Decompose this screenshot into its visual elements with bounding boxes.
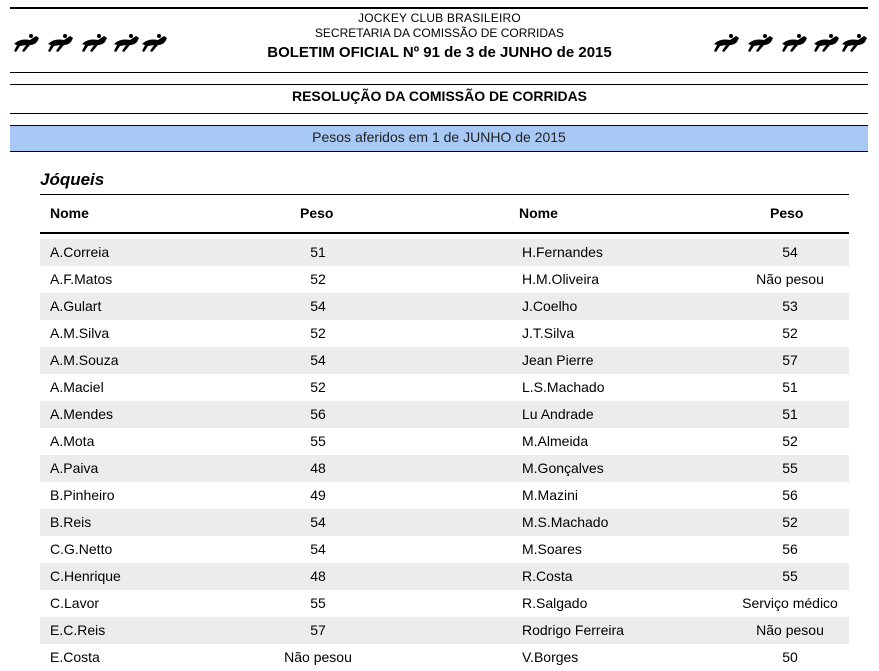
jockey-weight: 54: [310, 541, 326, 557]
jockey-weight: 48: [310, 460, 326, 476]
jockey-weight: 54: [310, 352, 326, 368]
table-header-rule: [40, 232, 849, 234]
jockey-name: M.Gonçalves: [522, 460, 604, 476]
jockey-weight: 51: [782, 379, 798, 395]
jockey-weight: 51: [310, 244, 326, 260]
jockey-weight: 52: [782, 433, 798, 449]
section-title: RESOLUÇÃO DA COMISSÃO DE CORRIDAS: [291, 88, 588, 104]
jockey-name: R.Costa: [522, 568, 573, 584]
weights-table: [40, 239, 849, 671]
table-row: [40, 509, 849, 536]
jockey-weight: 55: [782, 568, 798, 584]
section-bottom-rule: [10, 113, 868, 114]
jockey-name: Jean Pierre: [522, 352, 594, 368]
jockey-weight: 52: [310, 271, 326, 287]
jockey-name: C.Henrique: [50, 568, 121, 584]
col-header-name-1: Nome: [50, 205, 89, 221]
jockey-name: A.F.Matos: [50, 271, 113, 287]
col-header-name-2: Nome: [519, 205, 558, 221]
jockey-name: M.Mazini: [522, 487, 579, 503]
weigh-date-banner: Pesos aferidos em 1 de JUNHO de 2015: [10, 125, 868, 152]
table-row: [40, 428, 849, 455]
table-row: [40, 239, 849, 266]
jockey-weight: 54: [310, 298, 326, 314]
jockey-name: M.Almeida: [522, 433, 589, 449]
jockey-weight: 52: [782, 514, 798, 530]
table-row: [40, 266, 849, 293]
jockey-weight: 56: [782, 487, 798, 503]
jockey-name: R.Salgado: [522, 595, 588, 611]
jockey-weight: 52: [310, 379, 326, 395]
jockey-weight: Serviço médico: [742, 595, 838, 611]
table-row: [40, 536, 849, 563]
jockey-name: Rodrigo Ferreira: [522, 622, 624, 638]
jockey-weight: 56: [782, 541, 798, 557]
header-bottom-rule: [10, 72, 868, 73]
jockey-name: E.Costa: [50, 649, 100, 665]
jockey-name: Lu Andrade: [522, 406, 594, 422]
jockey-weight: Não pesou: [284, 649, 352, 665]
jockey-name: A.Correia: [50, 244, 110, 260]
jockey-weight: 49: [310, 487, 326, 503]
jockey-name: B.Pinheiro: [50, 487, 115, 503]
jockey-weight: 48: [310, 568, 326, 584]
jockey-name: E.C.Reis: [50, 622, 106, 638]
jockey-weight: 52: [782, 325, 798, 341]
table-row: [40, 455, 849, 482]
racing-horses-icon: [710, 30, 870, 56]
table-row: [40, 320, 849, 347]
jockey-weight: 56: [310, 406, 326, 422]
jockey-name: A.M.Souza: [50, 352, 119, 368]
jockey-weight: Não pesou: [756, 271, 824, 287]
jockey-name: A.Paiva: [50, 460, 99, 476]
table-row: [40, 374, 849, 401]
jockey-name: V.Borges: [522, 649, 579, 665]
jockey-name: H.M.Oliveira: [522, 271, 600, 287]
jockey-name: A.Mota: [50, 433, 95, 449]
jockey-name: A.M.Silva: [50, 325, 110, 341]
jockey-weight: 50: [782, 649, 798, 665]
table-row: [40, 293, 849, 320]
secretariat-name: SECRETARIA DA COMISSÃO DE CORRIDAS: [314, 26, 565, 40]
col-header-weight-1: Peso: [300, 205, 334, 221]
jockey-weight: Não pesou: [756, 622, 824, 638]
jockey-weight: 57: [310, 622, 326, 638]
jockey-name: A.Maciel: [50, 379, 104, 395]
bulletin-header: [0, 8, 879, 70]
jockey-name: B.Reis: [50, 514, 92, 530]
jockey-name: J.T.Silva: [522, 325, 575, 341]
jockey-weight: 51: [782, 406, 798, 422]
jockey-weight: 55: [782, 460, 798, 476]
jockey-weight: 52: [310, 325, 326, 341]
jockey-name: M.S.Machado: [522, 514, 609, 530]
jockey-name: C.Lavor: [50, 595, 100, 611]
jockey-name: M.Soares: [522, 541, 582, 557]
jockey-name: A.Mendes: [50, 406, 114, 422]
jockey-name: H.Fernandes: [522, 244, 603, 260]
jockey-name: C.G.Netto: [50, 541, 113, 557]
jockey-name: A.Gulart: [50, 298, 102, 314]
table-row: [40, 563, 849, 590]
table-row: [40, 644, 849, 671]
jockey-weight: 55: [310, 595, 326, 611]
jockey-weight: 55: [310, 433, 326, 449]
jockey-weight: 53: [782, 298, 798, 314]
col-header-weight-2: Peso: [770, 205, 804, 221]
table-row: [40, 401, 849, 428]
jockey-weight: 57: [782, 352, 798, 368]
section-top-rule: [10, 84, 868, 85]
table-top-rule: [40, 194, 849, 195]
bulletin-title: BOLETIM OFICIAL Nº 91 de 3 de JUNHO de 2015: [267, 44, 612, 61]
table-row: [40, 590, 849, 617]
table-row: [40, 347, 849, 374]
jockey-weight: 54: [782, 244, 798, 260]
club-name: JOCKEY CLUB BRASILEIRO: [358, 11, 521, 25]
table-row: [40, 617, 849, 644]
jockeys-heading: Jóqueis: [40, 170, 105, 189]
table-row: [40, 482, 849, 509]
jockey-name: L.S.Machado: [522, 379, 605, 395]
jockey-name: J.Coelho: [522, 298, 578, 314]
jockey-weight: 54: [310, 514, 326, 530]
